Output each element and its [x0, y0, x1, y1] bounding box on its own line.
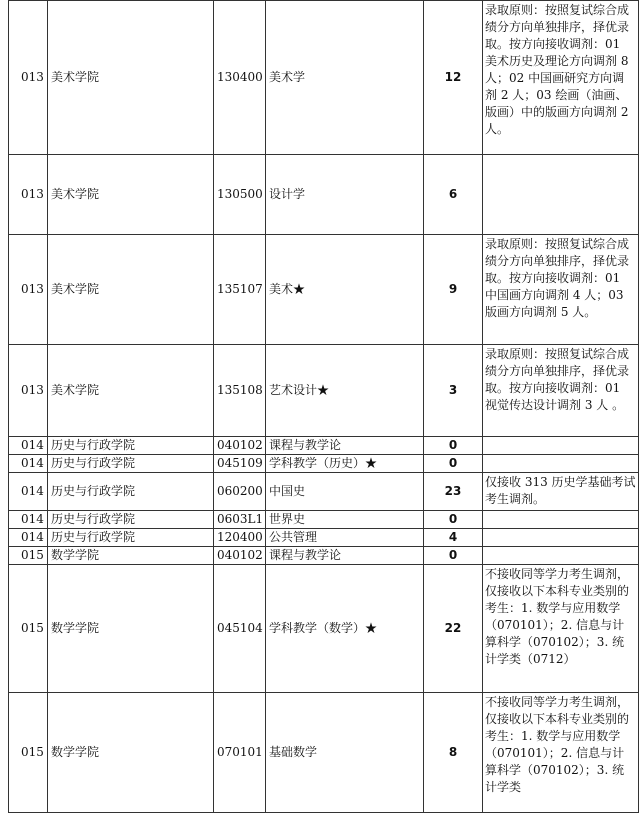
major-code: 135108 — [214, 345, 266, 437]
major-name: 美术★ — [266, 235, 424, 345]
quota: 22 — [424, 565, 483, 693]
major-code: 040102 — [214, 547, 266, 565]
major-name: 艺术设计★ — [266, 345, 424, 437]
dept-name: 数学学院 — [48, 693, 214, 813]
dept-name: 历史与行政学院 — [48, 455, 214, 473]
major-code: 040102 — [214, 437, 266, 455]
quota: 12 — [424, 1, 483, 155]
table-row — [9, 547, 639, 565]
dept-code: 013 — [9, 155, 48, 235]
note: 录取原则：按照复试综合成绩分方向单独排序，择优录取。按方向接收调剂：01 中国画方向调剂 4 人；03 版画方向调剂 5 人。 — [483, 235, 639, 345]
quota: 0 — [424, 511, 483, 529]
major-name: 课程与教学论 — [266, 547, 424, 565]
dept-code: 013 — [9, 1, 48, 155]
dept-code: 014 — [9, 455, 48, 473]
quota: 6 — [424, 155, 483, 235]
major-code: 135107 — [214, 235, 266, 345]
dept-code: 014 — [9, 437, 48, 455]
major-name: 学科教学（数学）★ — [266, 565, 424, 693]
table-row — [9, 235, 639, 345]
major-name: 课程与教学论 — [266, 437, 424, 455]
major-code: 130500 — [214, 155, 266, 235]
dept-code: 014 — [9, 511, 48, 529]
major-name: 中国史 — [266, 473, 424, 511]
major-name: 美术学 — [266, 1, 424, 155]
table-row — [9, 455, 639, 473]
quota: 4 — [424, 529, 483, 547]
dept-code: 015 — [9, 547, 48, 565]
dept-name: 美术学院 — [48, 1, 214, 155]
major-code: 045104 — [214, 565, 266, 693]
table-row — [9, 345, 639, 437]
note — [483, 455, 639, 473]
dept-name: 数学学院 — [48, 565, 214, 693]
note: 不接收同等学力考生调剂，仅接收以下本科专业类别的考生：1. 数学与应用数学（070101）；2. 信息与计算科学（070102）；3. 统计学类（0712） — [483, 565, 639, 693]
table-row — [9, 565, 639, 693]
table-row — [9, 155, 639, 235]
note — [483, 529, 639, 547]
dept-code: 014 — [9, 529, 48, 547]
table-row — [9, 437, 639, 455]
dept-name: 数学学院 — [48, 547, 214, 565]
major-code: 070101 — [214, 693, 266, 813]
major-code: 0603L1 — [214, 511, 266, 529]
quota: 3 — [424, 345, 483, 437]
quota: 0 — [424, 437, 483, 455]
major-code: 060200 — [214, 473, 266, 511]
note — [483, 547, 639, 565]
major-name: 基础数学 — [266, 693, 424, 813]
admission-table — [8, 0, 639, 813]
note: 不接收同等学力考生调剂，仅接收以下本科专业类别的考生：1. 数学与应用数学（070101）；2. 信息与计算科学（070102）；3. 统计学类 — [483, 693, 639, 813]
dept-code: 013 — [9, 235, 48, 345]
table-row — [9, 511, 639, 529]
dept-name: 美术学院 — [48, 345, 214, 437]
table-row — [9, 693, 639, 813]
dept-code: 015 — [9, 693, 48, 813]
major-name: 公共管理 — [266, 529, 424, 547]
major-code: 045109 — [214, 455, 266, 473]
note: 录取原则：按照复试综合成绩分方向单独排序，择优录取。按方向接收调剂：01 美术历史及理论方向调剂 8 人；02 中国画研究方向调剂 2 人；03 绘画（油画、版画）中的版画方向调剂 2 人。 — [483, 1, 639, 155]
major-code: 120400 — [214, 529, 266, 547]
dept-code: 015 — [9, 565, 48, 693]
note — [483, 437, 639, 455]
dept-name: 历史与行政学院 — [48, 437, 214, 455]
dept-name: 历史与行政学院 — [48, 529, 214, 547]
major-code: 130400 — [214, 1, 266, 155]
table-row — [9, 473, 639, 511]
quota: 8 — [424, 693, 483, 813]
dept-name: 美术学院 — [48, 155, 214, 235]
major-name: 设计学 — [266, 155, 424, 235]
dept-code: 013 — [9, 345, 48, 437]
quota: 0 — [424, 547, 483, 565]
note: 仅接收 313 历史学基础考试考生调剂。 — [483, 473, 639, 511]
quota: 0 — [424, 455, 483, 473]
major-name: 学科教学（历史）★ — [266, 455, 424, 473]
major-name: 世界史 — [266, 511, 424, 529]
dept-name: 历史与行政学院 — [48, 511, 214, 529]
note: 录取原则：按照复试综合成绩分方向单独排序，择优录取。按方向接收调剂：01 视觉传达设计调剂 3 人 。 — [483, 345, 639, 437]
note — [483, 155, 639, 235]
table-row — [9, 529, 639, 547]
dept-name: 美术学院 — [48, 235, 214, 345]
note — [483, 511, 639, 529]
table-row — [9, 1, 639, 155]
quota: 9 — [424, 235, 483, 345]
dept-name: 历史与行政学院 — [48, 473, 214, 511]
quota: 23 — [424, 473, 483, 511]
dept-code: 014 — [9, 473, 48, 511]
